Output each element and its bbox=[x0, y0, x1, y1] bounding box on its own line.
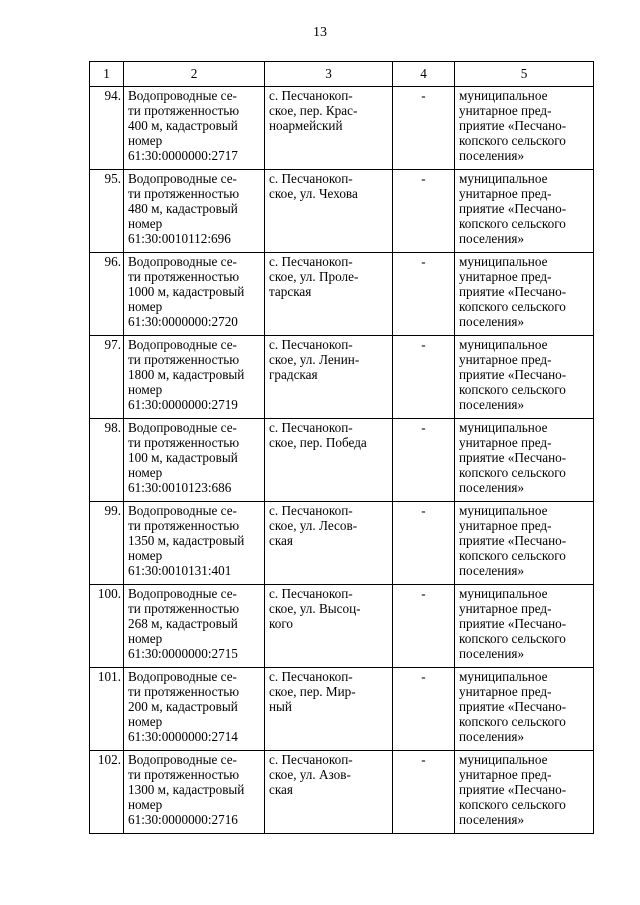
object-owner-line: приятие «Песчано- bbox=[459, 532, 567, 548]
object-owner bbox=[455, 502, 594, 585]
object-owner bbox=[455, 668, 594, 751]
table-row bbox=[90, 419, 594, 502]
table-row bbox=[90, 751, 594, 834]
object-area: - bbox=[393, 419, 455, 502]
object-description-line: 61:30:0010112:696 bbox=[128, 230, 231, 246]
object-area: - bbox=[393, 585, 455, 668]
object-owner-line: муниципальное bbox=[459, 254, 548, 269]
object-description-line: ти протяженностью bbox=[128, 683, 240, 699]
object-owner bbox=[455, 585, 594, 668]
object-description-line: Водопроводные се- bbox=[128, 669, 237, 684]
object-description-line: 61:30:0000000:2717 bbox=[128, 147, 238, 163]
object-address-line: ское, ул. Высоц- bbox=[269, 600, 361, 616]
object-description-line: ти протяженностью bbox=[128, 517, 240, 533]
table-header bbox=[90, 62, 594, 87]
object-owner-line: унитарное пред- bbox=[459, 185, 552, 201]
object-address-line: с. Песчанокоп- bbox=[269, 171, 353, 186]
table-row bbox=[90, 668, 594, 751]
object-address-line: с. Песчанокоп- bbox=[269, 420, 353, 435]
object-description bbox=[124, 751, 265, 834]
object-description-line: 61:30:0000000:2714 bbox=[128, 728, 238, 744]
object-description-line: 1300 м, кадастровый bbox=[128, 781, 245, 797]
object-owner-line: унитарное пред- bbox=[459, 434, 552, 450]
object-description-line: 400 м, кадастровый bbox=[128, 117, 238, 133]
row-number: 95. bbox=[90, 170, 124, 253]
object-area: - bbox=[393, 336, 455, 419]
row-number: 102. bbox=[90, 751, 124, 834]
object-description-line: 100 м, кадастровый bbox=[128, 449, 238, 465]
object-description bbox=[124, 170, 265, 253]
object-owner-line: поселения» bbox=[459, 230, 525, 246]
object-address-line: ская bbox=[269, 781, 293, 797]
object-address-line: с. Песчанокоп- bbox=[269, 254, 353, 269]
object-owner-line: муниципальное bbox=[459, 503, 548, 518]
column-header-area: 4 bbox=[393, 62, 455, 87]
table-row bbox=[90, 170, 594, 253]
object-owner-line: копского сельского bbox=[459, 132, 566, 148]
object-description-line: Водопроводные се- bbox=[128, 586, 237, 601]
object-owner-line: поселения» bbox=[459, 645, 525, 661]
page-number: 13 bbox=[313, 25, 327, 40]
object-description-line: ти протяженностью bbox=[128, 600, 240, 616]
object-address-line: ское, пер. Крас- bbox=[269, 102, 358, 118]
object-address bbox=[265, 87, 393, 170]
object-owner-line: копского сельского bbox=[459, 381, 566, 397]
object-address-line: градская bbox=[269, 366, 318, 382]
object-owner-line: унитарное пред- bbox=[459, 683, 552, 699]
object-address-line: с. Песчанокоп- bbox=[269, 752, 353, 767]
object-owner-line: приятие «Песчано- bbox=[459, 781, 567, 797]
object-address-line: с. Песчанокоп- bbox=[269, 586, 353, 601]
object-owner-line: копского сельского bbox=[459, 464, 566, 480]
object-owner-line: муниципальное bbox=[459, 586, 548, 601]
object-description-line: номер bbox=[128, 215, 163, 231]
object-description-line: Водопроводные се- bbox=[128, 254, 237, 269]
object-area: - bbox=[393, 253, 455, 336]
object-owner-line: поселения» bbox=[459, 147, 525, 163]
object-description-line: 61:30:0000000:2719 bbox=[128, 396, 238, 412]
object-owner-line: приятие «Песчано- bbox=[459, 449, 567, 465]
object-owner-line: приятие «Песчано- bbox=[459, 200, 567, 216]
object-area: - bbox=[393, 502, 455, 585]
object-description-line: Водопроводные се- bbox=[128, 88, 237, 103]
object-owner-line: муниципальное bbox=[459, 669, 548, 684]
object-description-line: 61:30:0000000:2715 bbox=[128, 645, 238, 661]
object-owner bbox=[455, 336, 594, 419]
object-owner-line: поселения» bbox=[459, 562, 525, 578]
object-address bbox=[265, 668, 393, 751]
object-description-line: номер bbox=[128, 298, 163, 314]
object-owner-line: муниципальное bbox=[459, 420, 548, 435]
table-row bbox=[90, 87, 594, 170]
object-owner-line: копского сельского bbox=[459, 796, 566, 812]
object-owner-line: приятие «Песчано- bbox=[459, 366, 567, 382]
object-description-line: ти протяженностью bbox=[128, 434, 240, 450]
object-description bbox=[124, 668, 265, 751]
object-address bbox=[265, 419, 393, 502]
object-owner-line: приятие «Песчано- bbox=[459, 615, 567, 631]
object-description-line: номер bbox=[128, 547, 163, 563]
column-header-object: 2 bbox=[124, 62, 265, 87]
object-description-line: Водопроводные се- bbox=[128, 752, 237, 767]
column-header-number: 1 bbox=[90, 62, 124, 87]
object-description-line: 61:30:0010123:686 bbox=[128, 479, 232, 495]
object-owner-line: муниципальное bbox=[459, 171, 548, 186]
table-row bbox=[90, 502, 594, 585]
object-owner bbox=[455, 253, 594, 336]
object-description bbox=[124, 419, 265, 502]
row-number: 98. bbox=[90, 419, 124, 502]
object-address-line: кого bbox=[269, 615, 294, 631]
object-owner bbox=[455, 87, 594, 170]
object-description bbox=[124, 585, 265, 668]
object-description-line: 1800 м, кадастровый bbox=[128, 366, 245, 382]
object-owner-line: поселения» bbox=[459, 313, 525, 329]
object-address-line: ный bbox=[269, 698, 292, 714]
row-number: 97. bbox=[90, 336, 124, 419]
object-owner-line: приятие «Песчано- bbox=[459, 698, 567, 714]
object-address-line: с. Песчанокоп- bbox=[269, 669, 353, 684]
object-address-line: ноармейский bbox=[269, 117, 343, 133]
object-owner bbox=[455, 751, 594, 834]
object-owner-line: унитарное пред- bbox=[459, 351, 552, 367]
object-owner-line: унитарное пред- bbox=[459, 102, 552, 118]
object-description-line: номер bbox=[128, 381, 163, 397]
object-address-line: ское, ул. Азов- bbox=[269, 766, 351, 782]
object-owner-line: унитарное пред- bbox=[459, 600, 552, 616]
object-address-line: ское, пер. Победа bbox=[269, 434, 367, 450]
object-address-line: ская bbox=[269, 532, 293, 548]
object-description-line: номер bbox=[128, 796, 163, 812]
object-address bbox=[265, 585, 393, 668]
object-description bbox=[124, 502, 265, 585]
object-description-line: 200 м, кадастровый bbox=[128, 698, 238, 714]
object-owner-line: муниципальное bbox=[459, 337, 548, 352]
object-owner-line: поселения» bbox=[459, 396, 525, 412]
row-number: 101. bbox=[90, 668, 124, 751]
object-area: - bbox=[393, 668, 455, 751]
object-area: - bbox=[393, 751, 455, 834]
object-owner-line: копского сельского bbox=[459, 630, 566, 646]
object-description-line: ти протяженностью bbox=[128, 766, 240, 782]
object-description bbox=[124, 253, 265, 336]
object-address bbox=[265, 170, 393, 253]
object-owner-line: приятие «Песчано- bbox=[459, 117, 567, 133]
object-owner-line: приятие «Песчано- bbox=[459, 283, 567, 299]
object-description-line: 61:30:0010131:401 bbox=[128, 562, 232, 578]
object-owner-line: унитарное пред- bbox=[459, 268, 552, 284]
object-description-line: 268 м, кадастровый bbox=[128, 615, 238, 631]
row-number: 96. bbox=[90, 253, 124, 336]
object-address bbox=[265, 502, 393, 585]
column-header-owner: 5 bbox=[455, 62, 594, 87]
object-owner-line: копского сельского bbox=[459, 298, 566, 314]
object-description bbox=[124, 87, 265, 170]
object-owner-line: поселения» bbox=[459, 728, 525, 744]
object-address-line: ское, ул. Ленин- bbox=[269, 351, 360, 367]
object-area: - bbox=[393, 170, 455, 253]
object-address-line: с. Песчанокоп- bbox=[269, 337, 353, 352]
object-area: - bbox=[393, 87, 455, 170]
object-description bbox=[124, 336, 265, 419]
object-address-line: тарская bbox=[269, 283, 312, 299]
object-description-line: 61:30:0000000:2720 bbox=[128, 313, 238, 329]
object-description-line: 61:30:0000000:2716 bbox=[128, 811, 238, 827]
object-description-line: ти протяженностью bbox=[128, 102, 240, 118]
object-owner-line: копского сельского bbox=[459, 215, 566, 231]
object-owner-line: унитарное пред- bbox=[459, 766, 552, 782]
object-description-line: номер bbox=[128, 132, 163, 148]
object-owner-line: унитарное пред- bbox=[459, 517, 552, 533]
object-owner-line: поселения» bbox=[459, 479, 525, 495]
object-description-line: номер bbox=[128, 713, 163, 729]
object-description-line: Водопроводные се- bbox=[128, 171, 237, 186]
object-address-line: с. Песчанокоп- bbox=[269, 503, 353, 518]
object-address bbox=[265, 751, 393, 834]
object-address-line: ское, ул. Проле- bbox=[269, 268, 359, 284]
object-description-line: номер bbox=[128, 630, 163, 646]
object-address-line: ское, пер. Мир- bbox=[269, 683, 356, 699]
object-owner-line: муниципальное bbox=[459, 752, 548, 767]
object-description-line: Водопроводные се- bbox=[128, 503, 237, 518]
row-number: 100. bbox=[90, 585, 124, 668]
property-registry-table bbox=[89, 61, 594, 834]
object-address-line: ское, ул. Лесов- bbox=[269, 517, 358, 533]
table-row bbox=[90, 336, 594, 419]
object-description-line: Водопроводные се- bbox=[128, 337, 237, 352]
object-address-line: с. Песчанокоп- bbox=[269, 88, 353, 103]
object-owner-line: копского сельского bbox=[459, 713, 566, 729]
object-description-line: 1350 м, кадастровый bbox=[128, 532, 245, 548]
object-description-line: ти протяженностью bbox=[128, 268, 240, 284]
object-description-line: номер bbox=[128, 464, 163, 480]
object-description-line: 1000 м, кадастровый bbox=[128, 283, 245, 299]
table-row bbox=[90, 585, 594, 668]
row-number: 99. bbox=[90, 502, 124, 585]
row-number: 94. bbox=[90, 87, 124, 170]
column-header-address: 3 bbox=[265, 62, 393, 87]
object-owner bbox=[455, 419, 594, 502]
object-owner-line: муниципальное bbox=[459, 88, 548, 103]
object-description-line: ти протяженностью bbox=[128, 351, 240, 367]
object-address bbox=[265, 336, 393, 419]
object-owner bbox=[455, 170, 594, 253]
object-description-line: Водопроводные се- bbox=[128, 420, 237, 435]
object-owner-line: поселения» bbox=[459, 811, 525, 827]
object-description-line: ти протяженностью bbox=[128, 185, 240, 201]
table-body bbox=[90, 87, 594, 834]
object-description-line: 480 м, кадастровый bbox=[128, 200, 238, 216]
table-row bbox=[90, 253, 594, 336]
object-owner-line: копского сельского bbox=[459, 547, 566, 563]
object-address-line: ское, ул. Чехова bbox=[269, 185, 358, 201]
header-row bbox=[90, 62, 594, 87]
object-address bbox=[265, 253, 393, 336]
